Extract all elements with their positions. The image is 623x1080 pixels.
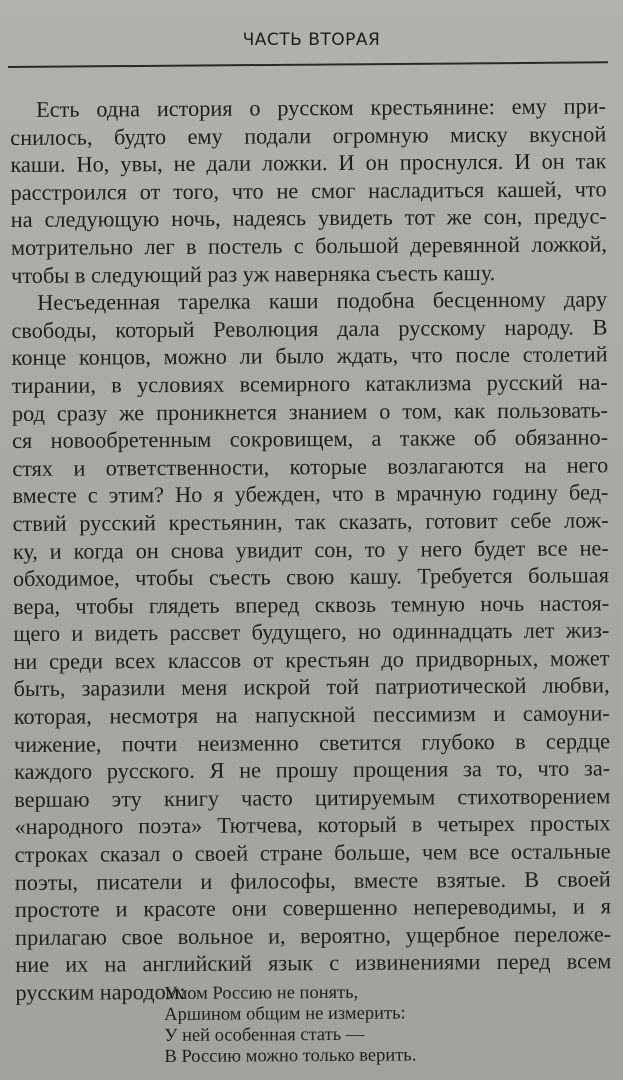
text-line: тирании, в условиях всемирного катаклизма русский на- xyxy=(11,369,608,398)
text-line: ствий русский крестьянин, так сказать, готовит себе лож- xyxy=(12,507,609,536)
text-line: свободы, который Революция дала русскому народу. В xyxy=(11,314,608,343)
text-line: быть, заразили меня искрой той патриотической любви, xyxy=(13,672,610,702)
text-line: вершаю эту книгу часто цитируемым стихотворением xyxy=(14,783,611,812)
text-line: Есть одна история о русском крестьянине: ему при- xyxy=(36,93,607,122)
text-line: снилось, будто ему подали огромную миску вкусной xyxy=(10,120,607,150)
text-line: которая, несмотря на напускной пессимизм и самоуни- xyxy=(13,700,610,730)
text-line: ние их на английский язык с извинениями перед всем xyxy=(15,948,612,978)
text-line: мотрительно лег в постель с большой деревянной ложкой, xyxy=(10,231,607,260)
text-line: на следующую ночь, надеясь увидеть тот же сон, предус- xyxy=(10,203,607,233)
text-line: поэты, писатели и философы, вместе взятые. В своей xyxy=(14,865,611,895)
text-line: строках сказал о своей стране больше, чем все остальные xyxy=(14,838,611,868)
text-line: род сразу же проникнется знанием о том, как пользовать- xyxy=(11,396,609,426)
body-text xyxy=(10,92,612,1006)
text-line: простоте и красоте они совершенно непереводимы, и я xyxy=(14,893,612,923)
poem-line: В Россию можно только верить. xyxy=(164,1045,417,1067)
text-line: конце концов, можно ли было ждать, что после столетий xyxy=(11,341,608,371)
text-line: чтобы в следующий раз уж наверняка съесть кашу. xyxy=(11,259,496,288)
text-line: каждого русского. Я не прошу прощения за то, что за- xyxy=(14,755,611,785)
text-line: ся новообретенным сокровищем, а также об обязанно- xyxy=(12,424,609,454)
text-line: ни среди всех классов от крестьян до придворных, может xyxy=(13,645,610,674)
text-line: ку, и когда он снова увидит сон, то у него будет все не- xyxy=(12,534,609,564)
text-line: чижение, почти неизменно светится глубоко в сердце xyxy=(13,728,611,757)
poem-line: У ней особенная стать — xyxy=(164,1024,365,1046)
text-line: щего и видеть рассвет будущего, но одиннадцать лет жиз- xyxy=(13,617,610,647)
text-line: каши. Но, увы, не дали ложки. И он проснулся. И он так xyxy=(10,148,607,178)
header-rule xyxy=(8,61,608,68)
text-line: русским народом: xyxy=(15,978,186,1005)
poem-quote xyxy=(164,982,416,1068)
text-line: прилагаю свое вольное и, вероятно, ущербное переложе- xyxy=(15,921,612,950)
paragraph-2 xyxy=(11,286,611,1007)
text-line: Несъеденная тарелка каши подобна бесценному дару xyxy=(37,286,608,315)
running-head: ЧАСТЬ ВТОРАЯ xyxy=(242,30,381,50)
text-line: вместе с этим? Но я убежден, что в мрачную годину бед- xyxy=(12,479,609,509)
text-line: «народного поэта» Тютчева, который в четырех простых xyxy=(14,810,611,840)
text-line: стях и ответственности, которые возлагаются на него xyxy=(12,452,609,481)
text-line: расстроился от того, что не смог насладиться кашей, что xyxy=(10,176,607,205)
paragraph-1 xyxy=(10,92,607,289)
poem-line: Аршином общим не измерить: xyxy=(164,1003,406,1025)
text-line: вера, чтобы глядеть вперед сквозь темную ночь настоя- xyxy=(13,590,610,619)
poem-line: Умом Россию не понять, xyxy=(164,982,359,1004)
text-line: обходимое, чтобы съесть свою кашу. Требуется большая xyxy=(12,562,610,592)
